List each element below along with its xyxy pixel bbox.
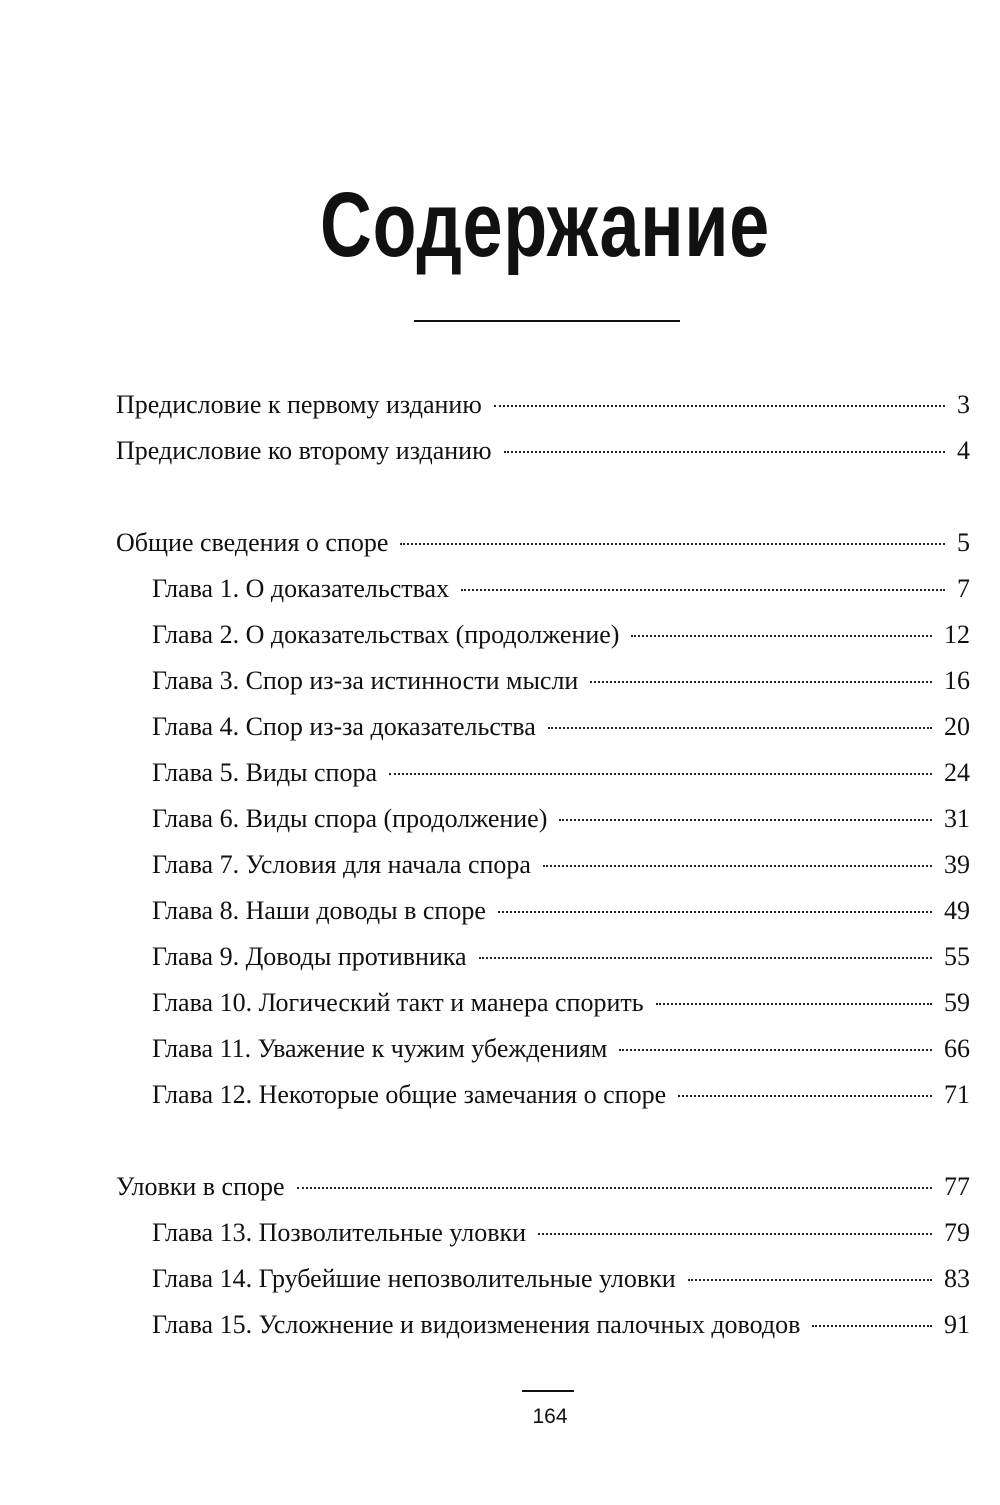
toc-entry-chapter-9[interactable] — [152, 937, 970, 977]
toc-entry-chapter-12[interactable] — [152, 1075, 970, 1115]
toc-entry-page: 5 — [957, 528, 970, 557]
dot-leader — [548, 727, 932, 729]
title-divider — [414, 320, 680, 322]
toc-entry-label: Уловки в споре — [116, 1172, 285, 1201]
toc-entry-page: 55 — [944, 942, 970, 971]
toc-entry-page: 24 — [944, 758, 970, 787]
toc-entry-label: Глава 4. Спор из-за доказательства — [152, 712, 536, 741]
toc-entry-chapter-11[interactable] — [152, 1029, 970, 1069]
toc-entry-page: 77 — [944, 1172, 970, 1201]
toc-entry-chapter-14[interactable] — [152, 1259, 970, 1299]
toc-entry-chapter-3[interactable] — [152, 661, 970, 701]
toc-entry-page: 71 — [944, 1080, 970, 1109]
toc-entry-page: 7 — [957, 574, 970, 603]
page-number: 164 — [532, 1405, 568, 1428]
toc-entry-label: Общие сведения о споре — [116, 528, 389, 557]
toc-entry-page: 91 — [944, 1310, 970, 1339]
dot-leader — [590, 681, 932, 683]
toc-entry-page: 31 — [944, 804, 970, 833]
toc-entry-label: Глава 13. Позволительные уловки — [152, 1218, 527, 1247]
toc-entry-page: 4 — [957, 436, 970, 465]
dot-leader — [297, 1187, 932, 1189]
toc-entry-part-1[interactable] — [116, 523, 970, 563]
toc-entry-chapter-8[interactable] — [152, 891, 970, 931]
toc-entry-label: Глава 2. О доказательствах (продолжение) — [152, 620, 620, 649]
dot-leader — [559, 819, 932, 821]
dot-leader — [504, 451, 945, 453]
toc-entry-page: 79 — [944, 1218, 970, 1247]
dot-leader — [494, 405, 945, 407]
toc-entry-page: 49 — [944, 896, 970, 925]
dot-leader — [461, 589, 945, 591]
toc-entry-page: 39 — [944, 850, 970, 879]
footer-divider — [522, 1390, 574, 1392]
dot-leader — [543, 865, 932, 867]
toc-entry-preface-2[interactable] — [116, 431, 970, 471]
toc-entry-label: Предисловие ко второму изданию — [116, 436, 492, 465]
dot-leader — [631, 635, 932, 637]
toc-entry-label: Глава 14. Грубейшие непозволительные уловки — [152, 1264, 676, 1293]
dot-leader — [688, 1279, 932, 1281]
toc-entry-chapter-1[interactable] — [152, 569, 970, 609]
toc-entry-label: Глава 8. Наши доводы в споре — [152, 896, 486, 925]
toc-entry-label: Глава 1. О доказательствах — [152, 574, 450, 603]
toc-entry-label: Глава 7. Условия для начала спора — [152, 850, 531, 879]
dot-leader — [619, 1049, 932, 1051]
dot-leader — [656, 1003, 932, 1005]
toc-entry-label: Глава 12. Некоторые общие замечания о споре — [152, 1080, 667, 1109]
dot-leader — [812, 1325, 932, 1327]
dot-leader — [498, 911, 932, 913]
toc-entry-page: 83 — [944, 1264, 970, 1293]
toc-entry-chapter-4[interactable] — [152, 707, 970, 747]
toc-entry-chapter-10[interactable] — [152, 983, 970, 1023]
toc-entry-part-2[interactable] — [116, 1167, 970, 1207]
toc-entry-label: Глава 9. Доводы противника — [152, 942, 467, 971]
toc-entry-page: 59 — [944, 988, 970, 1017]
page-title: Содержание — [320, 174, 770, 276]
toc-entry-chapter-6[interactable] — [152, 799, 970, 839]
toc-entry-page: 20 — [944, 712, 970, 741]
toc-entry-page: 16 — [944, 666, 970, 695]
toc-entry-page: 66 — [944, 1034, 970, 1063]
toc-entry-label: Глава 15. Усложнение и видоизменения палочных доводов — [152, 1310, 801, 1339]
toc-entry-page: 12 — [944, 620, 970, 649]
dot-leader — [389, 773, 932, 775]
dot-leader — [479, 957, 932, 959]
toc-entry-page: 3 — [957, 390, 970, 419]
toc-entry-label: Глава 11. Уважение к чужим убеждениям — [152, 1034, 608, 1063]
toc-entry-label: Глава 6. Виды спора (продолжение) — [152, 804, 548, 833]
toc-entry-chapter-13[interactable] — [152, 1213, 970, 1253]
toc-entry-label: Глава 3. Спор из-за истинности мысли — [152, 666, 579, 695]
toc-entry-label: Предисловие к первому изданию — [116, 390, 482, 419]
toc-entry-chapter-2[interactable] — [152, 615, 970, 655]
dot-leader — [678, 1095, 932, 1097]
toc-entry-chapter-5[interactable] — [152, 753, 970, 793]
toc-entry-preface-1[interactable] — [116, 385, 970, 425]
toc-entry-chapter-7[interactable] — [152, 845, 970, 885]
toc-entry-label: Глава 5. Виды спора — [152, 758, 378, 787]
toc-entry-chapter-15[interactable] — [152, 1305, 970, 1345]
toc-entry-label: Глава 10. Логический такт и манера спорить — [152, 988, 644, 1017]
dot-leader — [538, 1233, 932, 1235]
dot-leader — [400, 543, 945, 545]
